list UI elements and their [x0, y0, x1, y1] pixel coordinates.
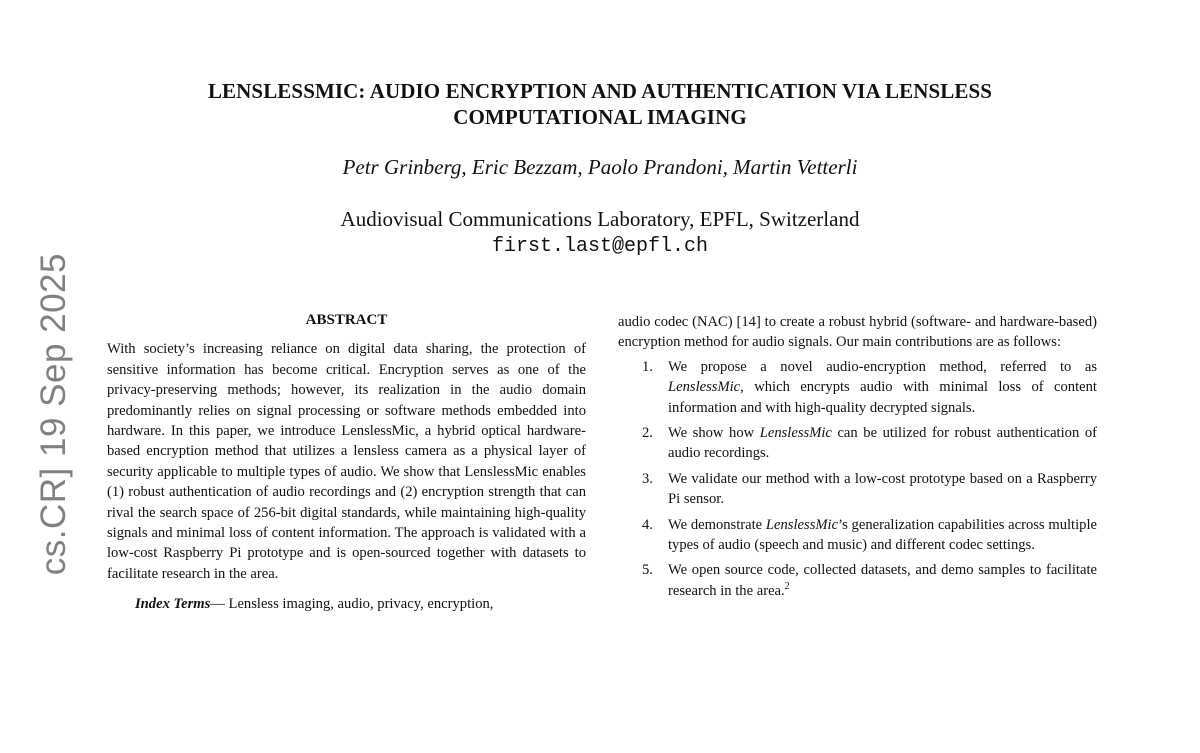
title-line-2: COMPUTATIONAL IMAGING: [453, 105, 747, 129]
item-emphasis: LenslessMic: [668, 379, 741, 396]
list-item: [618, 357, 1097, 418]
arxiv-stamp: cs.CR] 19 Sep 2025: [34, 253, 73, 576]
footnote-marker: 2: [784, 581, 790, 593]
email: first.last@epfl.ch: [491, 235, 709, 258]
list-number: 4.: [642, 516, 653, 533]
item-text: We open source code, collected datasets, and demo samples to facilitate research in the area.: [668, 562, 1097, 599]
contributions-list: [618, 357, 1097, 601]
list-item: [618, 560, 1097, 601]
item-text: We demonstrate: [668, 516, 766, 533]
list-item: [618, 515, 1097, 556]
paper-title: [0, 78, 1200, 130]
left-column: [107, 310, 586, 615]
item-text-tail: ’s generalization capabilities across multiple types of audio (speech and music) and different codec settings.: [668, 516, 1097, 554]
list-item: [618, 423, 1097, 464]
item-text-tail: can be utilized for robust authentication of audio recordings.: [668, 425, 1097, 462]
right-column: [618, 312, 1097, 606]
item-text: We validate our method with a low-cost prototype based on a Raspberry Pi sensor.: [668, 470, 1097, 508]
list-number: 1.: [642, 358, 653, 375]
index-terms-label: Index Terms: [135, 596, 211, 613]
list-number: 5.: [642, 562, 653, 579]
list-number: 2.: [642, 425, 653, 442]
list-item: [618, 469, 1097, 510]
abstract-heading: ABSTRACT: [305, 312, 388, 328]
item-text: We show how: [668, 425, 760, 442]
item-text: We propose a novel audio-encryption method, referred to as: [668, 358, 1097, 375]
authors: Petr Grinberg, Eric Bezzam, Paolo Prandoni, Martin Vetterli: [342, 155, 858, 179]
intro-text: audio codec (NAC) [14] to create a robust hybrid (software- and hardware-based) encryption method for audio signals. Our main contributions are as follows:: [618, 314, 1097, 351]
index-terms-text: — Lensless imaging, audio, privacy, encryption,: [210, 596, 494, 613]
item-emphasis: LenslessMic: [765, 516, 839, 533]
item-emphasis: LenslessMic: [759, 425, 832, 442]
item-text-tail: , which encrypts audio with minimal loss of content information and with high-quality decrypted signals.: [668, 379, 1097, 416]
list-number: 3.: [642, 470, 653, 487]
index-terms: [107, 594, 586, 614]
abstract-text: With society’s increasing reliance on digital data sharing, the protection of sensitive information has become critical. Encryption serves as one of the privacy-preserving methods; however, its realization in the audio domain predominantly relies on signal processing or software methods embedded into hardware. In this paper, we introduce LenslessMic, a hybrid optical hardware-based encryption method that utilizes a lensless camera as a physical layer of security applicable to multiple types of audio. We show that LenslessMic enables (1) robust authentication of audio recordings and (2) encryption strength that can rival the search space of 256-bit digital standards, while maintaining high-quality signals and minimal loss of content information. The approach is validated with a low-cost Raspberry Pi prototype and is open-sourced together with datasets to facilitate research in the area.: [107, 341, 586, 582]
affiliation: Audiovisual Communications Laboratory, EPFL, Switzerland: [340, 207, 860, 231]
title-line-1: LENSLESSMIC: AUDIO ENCRYPTION AND AUTHENTICATION VIA LENSLESS: [207, 79, 993, 103]
